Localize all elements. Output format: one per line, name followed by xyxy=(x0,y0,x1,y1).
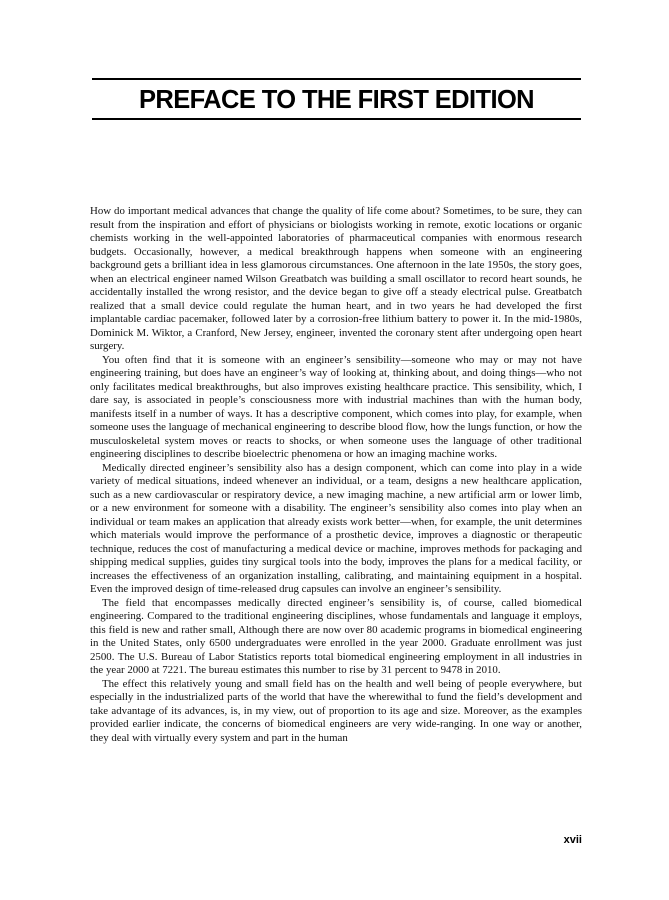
paragraph: The field that encompasses medically directed engineer’s sensibility is, of course, called biomedical engineering. Compared to the traditional engineering disciplines, whose fundamentals and language it employs, this field is new and rather small, Although there are now over 80 academic programs in biomedical engineering in the United States, only 6500 undergraduates were enrolled in the year 2000. Graduate enrollment was just 2500. The U.S. Bureau of Labor Statistics reports total biomedical engineering employment in all industries in the year 2000 at 7221. The bureau estimates this number to rise by 31 percent to 9478 in 2010. xyxy=(90,596,582,676)
page-title: PREFACE TO THE FIRST EDITION xyxy=(138,86,534,114)
page-number: xvii xyxy=(563,834,582,846)
paragraph: How do important medical advances that change the quality of life come about? Sometimes, to be sure, they can result from the inspiration and effort of physicians or biologists working in remote, exotic locations or organic chemists working in the well-appointed laboratories of pharmaceutical companies with enormous research budgets. Occasionally, however, a medical breakthrough happens when someone with an engineering background gets a brilliant idea in less glamorous circumstances. One afternoon in the late 1950s, the story goes, when an electrical engineer named Wilson Greatbatch was building a small oscillator to record heart sounds, he accidentally installed the wrong resistor, and the device began to give off a steady electrical pulse. Greatbatch realized that a small device could regulate the human heart, and in two years he had developed the first implantable cardiac pacemaker, followed later by a corrosion-free lithium battery to power it. In the mid-1980s, Dominick M. Wiktor, a Cranford, New Jersey, engineer, invented the coronary stent after undergoing open heart surgery. xyxy=(90,205,582,352)
title-rule-bottom xyxy=(92,118,581,120)
body-text xyxy=(90,205,582,745)
title-rule-top xyxy=(92,78,581,80)
paragraph: You often find that it is someone with an engineer’s sensibility—someone who may or may not have engineering training, but does have an engineer’s way of looking at, thinking about, and doing things—who not only facilitates medical breakthroughs, but also improves existing healthcare practice. This sensibility, which, I dare say, is associated in people’s consciousness more with industrial machines than with the human body, manifests itself in a number of ways. It has a descriptive component, which comes into play, for example, when someone uses the language of mechanical engineering to describe blood flow, how the lungs function, or how the musculoskeletal system moves or reacts to shocks, or when someone uses the language of other traditional engineering disciplines to describe bioelectric phenomena or how an imaging machine works. xyxy=(90,353,582,460)
paragraph: The effect this relatively young and small field has on the health and well being of people everywhere, but especially in the industrialized parts of the world that have the wherewithal to fund the field’s development and take advantage of its advances, is, in my view, out of proportion to its age and size. Moreover, as the examples provided earlier indicate, the concerns of biomedical engineers are very wide-ranging. In one way or another, they deal with virtually every system and part in the human xyxy=(90,677,582,744)
paragraph: Medically directed engineer’s sensibility also has a design component, which can come into play in a wide variety of medical situations, indeed whenever an individual, or a team, designs a new healthcare application, such as a new cardiovascular or respiratory device, a new imaging machine, a new artificial arm or lower limb, or a new environment for someone with a disability. The engineer’s sensibility also comes into play when an individual or team makes an application that already exists work better—when, for example, the unit determines which materials would improve the performance of a prosthetic device, improves a diagnostic or therapeutic technique, reduces the cost of manufacturing a medical device or machine, improves methods for packaging and shipping medical supplies, guides tiny surgical tools into the body, improves the plans for a medical facility, or increases the effectiveness of an organization installing, calibrating, and maintaining equipment in a hospital. Even the improved design of time-released drug capsules can involve an engineer’s sensibility. xyxy=(90,461,582,595)
